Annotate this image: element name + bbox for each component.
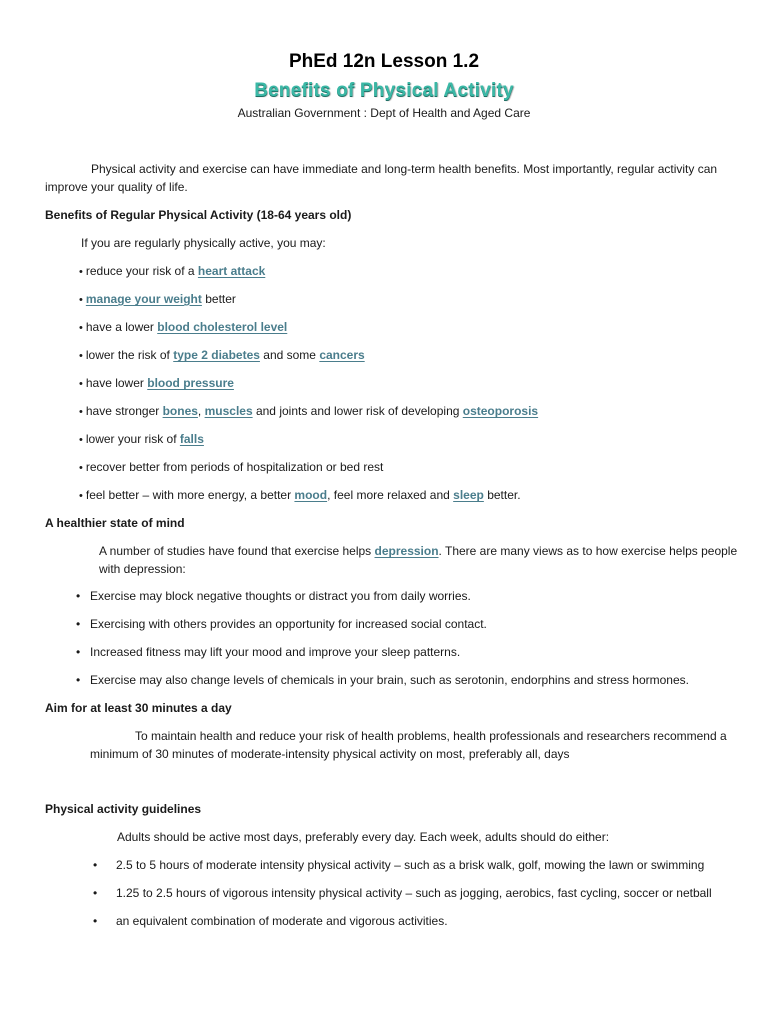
link-type-2-diabetes[interactable]: type 2 diabetes bbox=[173, 348, 260, 362]
bullet-dot: • bbox=[76, 617, 81, 631]
guidelines-list-item: • an equivalent combination of moderate and vigorous activities. bbox=[93, 914, 448, 928]
link-blood-pressure[interactable]: blood pressure bbox=[147, 376, 234, 390]
link-cancers[interactable]: cancers bbox=[319, 348, 365, 362]
guidelines-heading: Physical activity guidelines bbox=[45, 802, 202, 816]
regular-bullet-8: • recover better from periods of hospitalization or bed rest bbox=[79, 460, 384, 474]
source-line: Australian Government : Dept of Health and Aged Care bbox=[237, 106, 531, 120]
regular-heading: Benefits of Regular Physical Activity (18-64 years old) bbox=[45, 208, 352, 222]
regular-bullet-6: • have stronger bones, muscles and joints and lower risk of developing osteoporosis bbox=[79, 404, 539, 418]
mind-list-item: • Exercising with others provides an opportunity for increased social contact. bbox=[76, 617, 487, 631]
guidelines-lead: Adults should be active most days, preferably every day. Each week, adults should do either: bbox=[117, 830, 610, 844]
bullet-dot: • bbox=[79, 434, 83, 446]
bullet-dot: • bbox=[79, 490, 83, 502]
bullet-dot: • bbox=[79, 294, 83, 306]
link-muscles[interactable]: muscles bbox=[204, 404, 253, 418]
guidelines-list-item: • 2.5 to 5 hours of moderate intensity physical activity – such as a brisk walk, golf, mowing the lawn or swimming bbox=[93, 858, 705, 872]
regular-bullet-5: • have lower blood pressure bbox=[79, 376, 234, 390]
regular-bullet-9: • feel better – with more energy, a better mood, feel more relaxed and sleep better. bbox=[79, 488, 521, 502]
bullet-dot: • bbox=[76, 645, 81, 659]
link-heart-attack[interactable]: heart attack bbox=[197, 264, 266, 278]
link-blood-cholesterol-level[interactable]: blood cholesterol level bbox=[157, 320, 288, 334]
aim-heading: Aim for at least 30 minutes a day bbox=[45, 701, 232, 715]
link-depression[interactable]: depression bbox=[374, 544, 439, 558]
bullet-dot: • bbox=[93, 886, 98, 900]
bullet-dot: • bbox=[76, 589, 81, 603]
regular-bullet-7: • lower your risk of falls bbox=[79, 432, 204, 446]
link-sleep[interactable]: sleep bbox=[453, 488, 484, 502]
guidelines-list-item: • 1.25 to 2.5 hours of vigorous intensity physical activity – such as jogging, aerobics, fast cycling, soccer or netball bbox=[93, 886, 712, 900]
link-bones[interactable]: bones bbox=[162, 404, 198, 418]
mind-list-item: • Exercise may also change levels of chemicals in your brain, such as serotonin, endorphins and stress hormones. bbox=[76, 673, 689, 687]
link-mood[interactable]: mood bbox=[294, 488, 328, 502]
regular-lead: If you are regularly physically active, you may: bbox=[81, 236, 326, 250]
bullet-dot: • bbox=[93, 914, 98, 928]
bullet-dot: • bbox=[76, 673, 81, 687]
bullet-dot: • bbox=[79, 378, 83, 390]
bullet-dot: • bbox=[79, 322, 83, 334]
intro-line-1: Physical activity and exercise can have immediate and long-term health benefits. Most importantly, regular activity can bbox=[91, 162, 718, 176]
mind-list-item: • Increased fitness may lift your mood and improve your sleep patterns. bbox=[76, 645, 461, 659]
link-osteoporosis[interactable]: osteoporosis bbox=[462, 404, 539, 418]
page-title: PhEd 12n Lesson 1.2 bbox=[288, 51, 480, 72]
intro-line-2: improve your quality of life. bbox=[45, 180, 188, 194]
aim-line-1: To maintain health and reduce your risk of health problems, health professionals and researchers recommend a bbox=[135, 729, 727, 743]
link-manage-your-weight[interactable]: manage your weight bbox=[85, 292, 202, 306]
bullet-dot: • bbox=[79, 350, 83, 362]
regular-bullet-3: • have a lower blood cholesterol level bbox=[79, 320, 288, 334]
bullet-dot: • bbox=[93, 858, 98, 872]
bullet-dot: • bbox=[79, 462, 83, 474]
bullet-dot: • bbox=[79, 266, 83, 278]
link-falls[interactable]: falls bbox=[179, 432, 204, 446]
bullet-dot: • bbox=[79, 406, 83, 418]
mind-paragraph-line-1: A number of studies have found that exercise helps depression. There are many views as to how exercise helps people bbox=[99, 544, 738, 558]
regular-bullet-2: • manage your weight better bbox=[79, 292, 236, 306]
regular-bullet-4: • lower the risk of type 2 diabetes and some cancers bbox=[79, 348, 365, 362]
mind-list-item: • Exercise may block negative thoughts or distract you from daily worries. bbox=[76, 589, 471, 603]
mind-paragraph-line-2: with depression: bbox=[99, 562, 186, 576]
page-subtitle: Benefits of Physical Activity bbox=[254, 80, 514, 101]
aim-line-2: minimum of 30 minutes of moderate-intensity physical activity on most, preferably all, days bbox=[90, 747, 570, 761]
regular-bullet-1: • reduce your risk of a heart attack bbox=[79, 264, 266, 278]
mind-heading: A healthier state of mind bbox=[45, 516, 185, 530]
